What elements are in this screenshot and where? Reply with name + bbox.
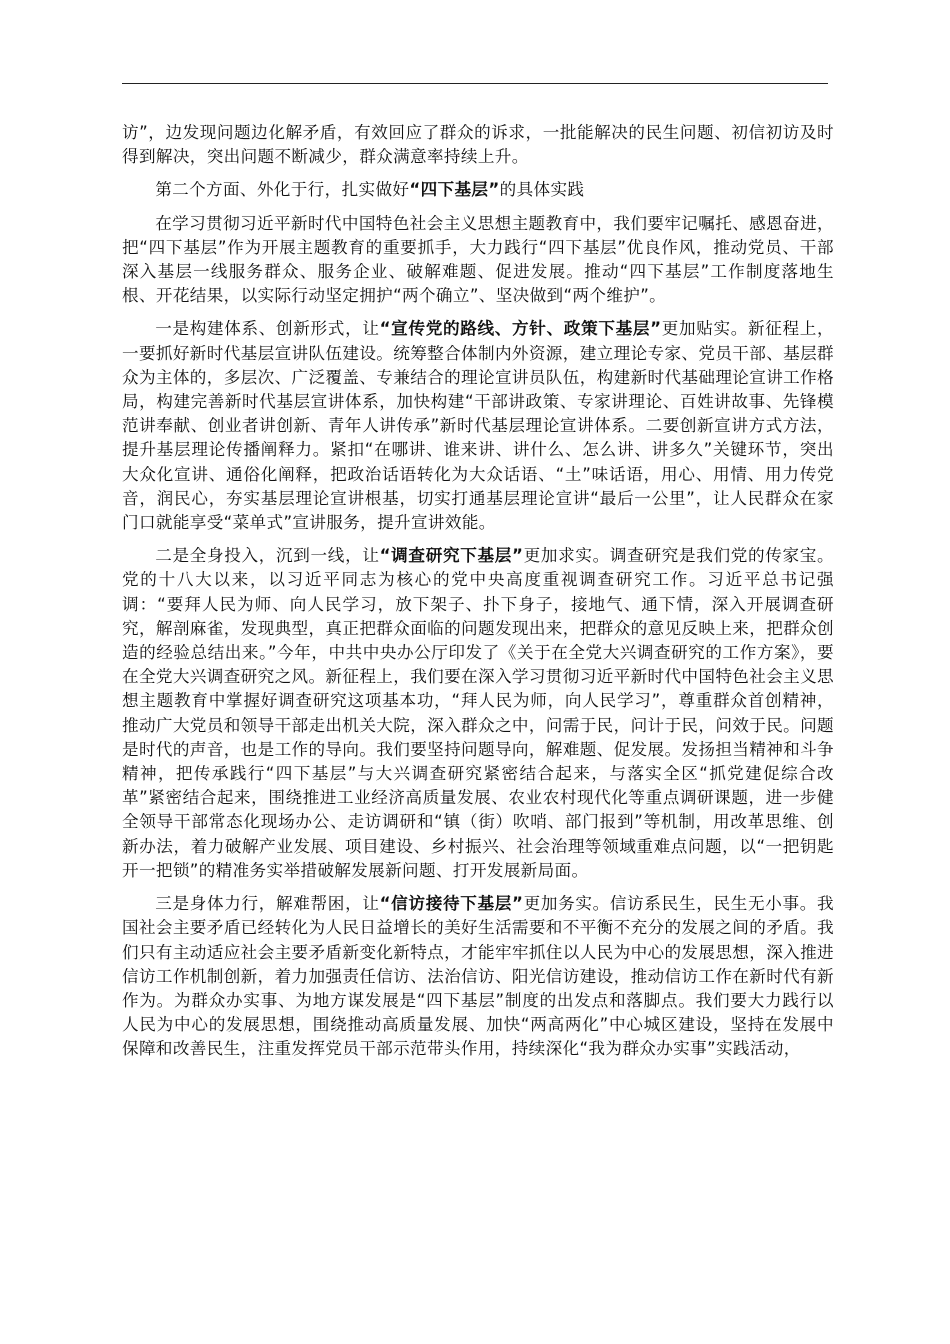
heading-text: 第二个方面、外化于行，扎实做好 (155, 180, 410, 200)
paragraph-emphasis: “信访接待下基层” (379, 894, 524, 914)
paragraph-text: 更加贴实。新征程上，一要抓好新时代基层宣讲队伍建设。统筹整合体制内外资源，建立理论专家、党员干部、基层群众为主体的，多层次、广泛覆盖、专兼结合的理论宣讲员队伍，构建新时代基础理论宣讲工作格局，构建完善新时代基层宣讲体系，加快构建“干部讲政策、专家讲理论、百姓讲故事、先锋模范讲奉献、创业者讲创新、青年人讲传承”新时代基层理论宣讲体系。二要创新宣讲方式方法，提升基层理论传播阐释力。紧扣“在哪讲、谁来讲、讲什么、怎么讲、讲多久”关键环节，突出大众化宣讲、通俗化阐释，把政治话语转化为大众话语、“土”味话语，用心、用情、用力传党音，润民心，夯实基层理论宣讲根基，切实打通基层理论宣讲“最后一公里”，让人民群众在家门口就能享受“菜单式”宣讲服务，提升宣讲效能。 (122, 319, 834, 533)
paragraph-emphasis: “宣传党的路线、方针、政策下基层” (379, 319, 662, 339)
paragraph-lead: 二是全身投入，沉到一线，让 (155, 546, 380, 566)
section-heading (122, 178, 834, 202)
paragraph-lead: 三是身体力行，解难帮困，让 (155, 894, 380, 914)
body-text (122, 121, 834, 1071)
header-rule (122, 83, 828, 84)
paragraph-point-one (122, 317, 834, 535)
paragraph-continuation (122, 121, 834, 169)
paragraph-text: 访”，边发现问题边化解矛盾，有效回应了群众的诉求，一批能解决的民生问题、初信初访及时得到解决，突出问题不断减少，群众满意率持续上升。 (122, 123, 834, 167)
paragraph-point-three (122, 892, 834, 1061)
paragraph-text: 更加求实。调查研究是我们党的传家宝。党的十八大以来，以习近平同志为核心的党中央高度重视调查研究工作。习近平总书记强调：“要拜人民为师、向人民学习，放下架子、扑下身子，接地气、通下情，深入开展调查研究，解剖麻雀，发现典型，真正把群众面临的问题发现出来，把群众的意见反映上来，把群众创造的经验总结出来。”今年，中共中央办公厅印发了《关于在全党大兴调查研究的工作方案》，要在全党大兴调查研究之风。新征程上，我们要在深入学习贯彻习近平新时代中国特色社会主义思想主题教育中掌握好调查研究这项基本功，“拜人民为师，向人民学习”，尊重群众首创精神，推动广大党员和领导干部走出机关大院，深入群众之中，问需于民，问计于民，问效于民。问题是时代的声音，也是工作的导向。我们要坚持问题导向，解难题、促发展。发扬担当精神和斗争精神，把传承践行“四下基层”与大兴调查研究紧密结合起来，与落实全区“抓党建促综合改革”紧密结合起来，围绕推进工业经济高质量发展、农业农村现代化等重点调研课题，进一步健全领导干部常态化现场办公、走访调研和“镇（街）吹哨、部门报到”等机制，用改革思维、创新办法，着力破解产业发展、项目建设、乡村振兴、社会治理等领域重难点问题，以“一把钥匙开一把锁”的精准务实举措破解发展新问题、打开发展新局面。 (122, 546, 834, 880)
heading-text-tail: 的具体实践 (499, 180, 585, 200)
paragraph-point-two (122, 544, 834, 883)
heading-emphasis: “四下基层” (409, 180, 500, 200)
paragraph-text: 更加务实。信访系民生，民生无小事。我国社会主要矛盾已经转化为人民日益增长的美好生活需要和不平衡不充分的发展之间的矛盾。我们只有主动适应社会主要矛盾新变化新特点，才能牢牢抓住以人民为中心的发展思想，深入推进信访工作机制创新，着力加强责任信访、法治信访、阳光信访建设，推动信访工作在新时代有新作为。为群众办实事、为地方谋发展是“四下基层”制度的出发点和落脚点。我们要大力践行以人民为中心的发展思想，围绕推动高质量发展、加快“两高两化”中心城区建设，坚持在发展中保障和改善民生，注重发挥党员干部示范带头作用，持续深化“我为群众办实事”实践活动， (122, 894, 834, 1059)
paragraph-intro (122, 212, 834, 309)
paragraph-text: 在学习贯彻习近平新时代中国特色社会主义思想主题教育中，我们要牢记嘱托、感恩奋进，把“四下基层”作为开展主题教育的重要抓手，大力践行“四下基层”优良作风，推动党员、干部深入基层一线服务群众、服务企业、破解难题、促进发展。推动“四下基层”工作制度落地生根、开花结果，以实际行动坚定拥护“两个确立”、坚决做到“两个维护”。 (122, 213, 834, 306)
paragraph-lead: 一是构建体系、创新形式，让 (155, 319, 380, 339)
paragraph-emphasis: “调查研究下基层” (379, 546, 524, 566)
